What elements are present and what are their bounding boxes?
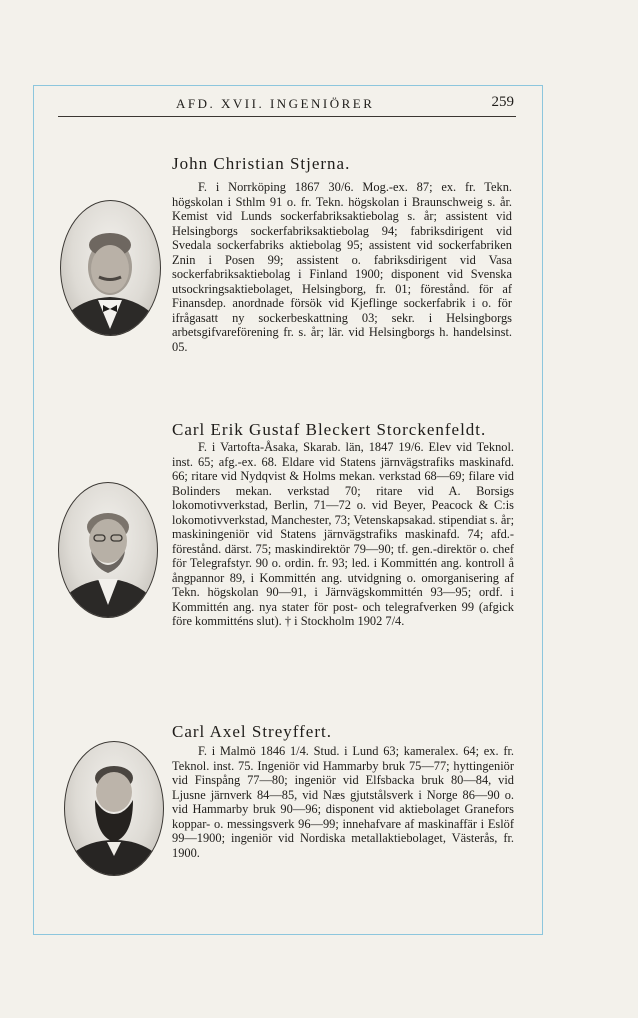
entry-bio — [172, 180, 512, 354]
header-title: AFD. XVII. INGENIÖRER — [176, 96, 375, 111]
portrait-photo — [60, 200, 161, 336]
entry-bio — [172, 440, 514, 629]
page-number: 259 — [491, 94, 514, 110]
entry-bio-text: F. i Norrköping 1867 30/6. Mog.-ex. 87; ex. fr. Tekn. högskolan i Sthlm 91 o. fr. Tekn. högskolan i Braunschweig s. år. Kemist vid Lunds sockerfabriksaktiebolag s. år; assistent vid Helsingborgs sockerfabriksaktiebolag 94; fabriksdirigent vid Svedala sockerfabriks aktiebolag 95; assistent vid sockerfabriken Znin i Posen 99; assistent o. fabriksdirigent vid Vasa sockerfabriksaktiebolag i Finland 1900; disponent vid Svenska utsockringsaktiebolaget, Helsingborg, fr. 01; förestånd. för af Finansdep. anordnade försök vid Kjeflinge sockerfabrik i o. för ifrågasatt ny sockerbeskattning 03; sekr. i Helsingborgs arbetsgifvareförening fr. s. år; lär. vid Helsingborgs h. handelsinst. 05. — [172, 180, 512, 354]
portrait-photo — [58, 482, 158, 618]
entry-name: Carl Axel Streyffert. — [172, 722, 332, 741]
entry-name: John Christian Stjerna. — [172, 154, 351, 173]
entry-bio-text: F. i Vartofta-Åsaka, Skarab. län, 1847 19/6. Elev vid Teknol. inst. 65; afg.-ex. 68. Eldare vid Statens järnvägstrafiks maskinafd. 66; ritare vid Nydqvist & Holms mekan. verkstad 68—69; filare vid Bolinders mekan. verkstad 70; ritare vid A. Borsigs lokomotivverkstad, Berlin, 71—72 o. vid Beyer, Peacock & C:is lokomotivverkstad, Manchester, 73; Vetenskapsakad. stipendiat s. år; maskiningeniör vid Statens järnvägstrafiks maskinafd. 74; afd.-förestånd. därst. 75; maskindirektör 79—90; tf. gen.-direktör o. chef för Telegrafstyr. 90 o. ordin. fr. 93; led. i Kommittén ang. kontroll å ångpannor 89, i Kommittén ang. utvidgning o. omorganisering af Tekn. högskolan 90—91, i Järnvägskommittén 93—95; ordf. i Kommittén ang. nya stater för post- och telegrafverken 99 (afgick före kommitténs slut). † i Stockholm 1902 7/4. — [172, 440, 515, 628]
portrait-photo — [64, 741, 164, 876]
entry-name: Carl Erik Gustaf Bleckert Storckenfeldt. — [172, 420, 487, 439]
entry-bio-text: F. i Malmö 1846 1/4. Stud. i Lund 63; kameralex. 64; ex. fr. Teknol. inst. 75. Ingeniör vid Hammarby bruk 75—77; hyttingeniör vid Finspång 77—80; ingeniör vid Elfsbacka bruk 80—84, vid Ljusne järnverk 84—85, vid Næs gjutstålsverk i Norge 86—90 o. vid Hammarby bruk 90—96; disponent vid aktiebolaget Granefors koppar- o. messingsverk 96—99; innehafvare af maskinaffär i Eslöf 99—1900; ingeniör vid Nordiska metallaktiebolaget, Västerås, fr. 1900. — [172, 744, 514, 860]
running-header — [58, 94, 516, 117]
entry-bio — [172, 744, 514, 860]
